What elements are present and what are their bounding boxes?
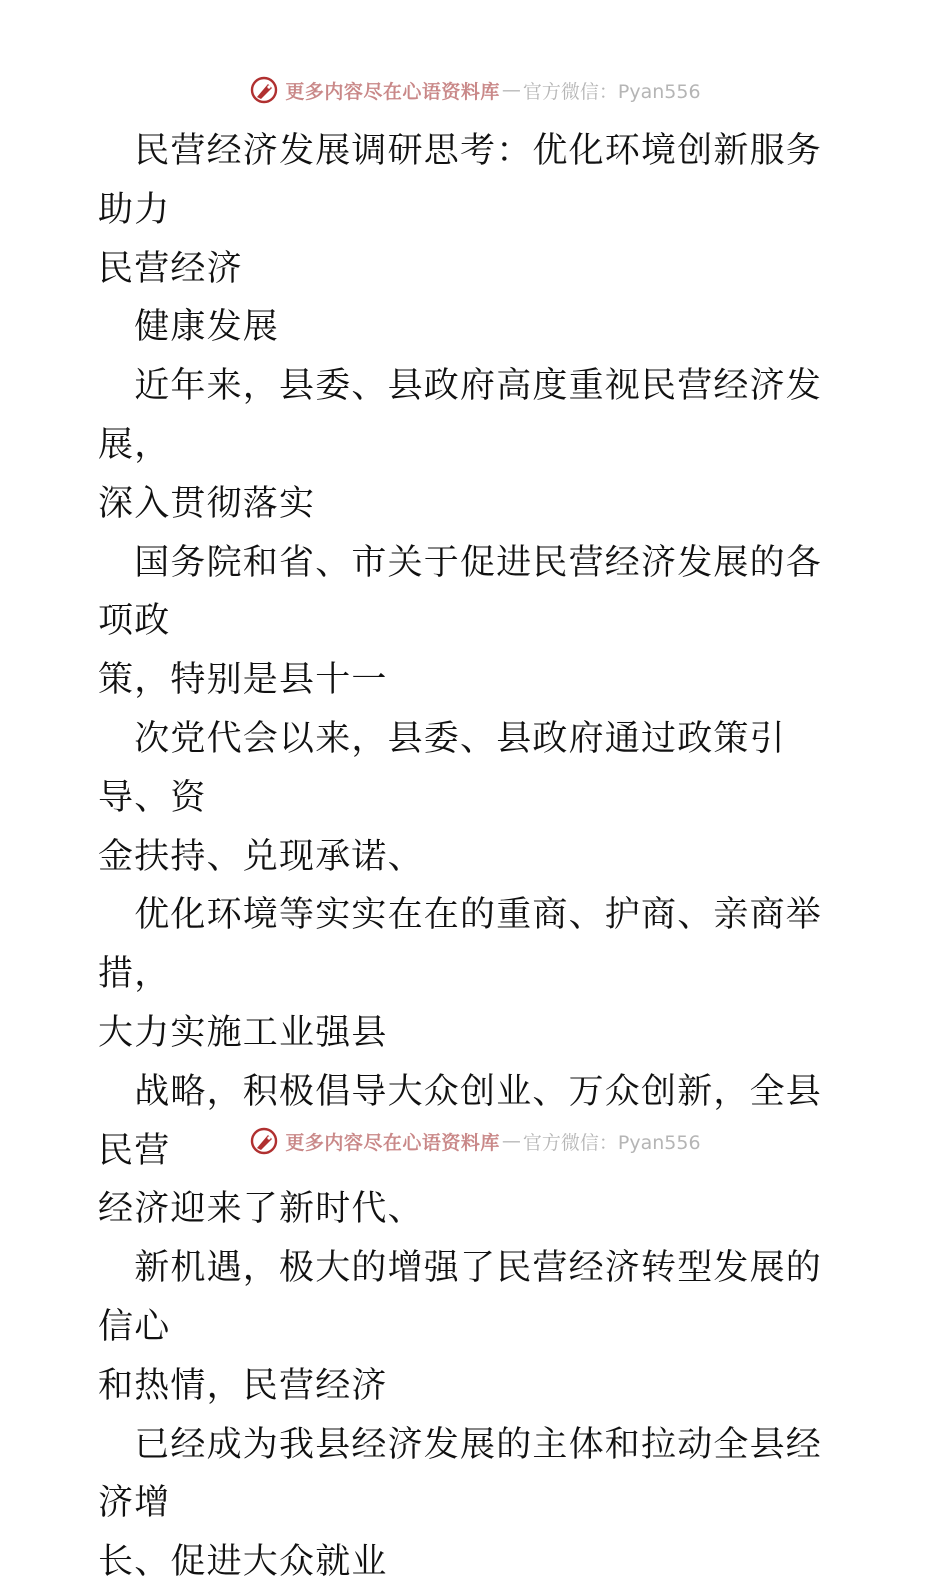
paragraph: 健康发展 xyxy=(98,307,280,348)
header-separator: — xyxy=(501,79,521,101)
paragraph: 近年来，县委、县政府高度重视民营经济发展， 深入贯彻落实 xyxy=(98,366,823,524)
document-body xyxy=(98,122,858,1592)
paragraph: 次党代会以来，县委、县政府通过政策引导、资 金扶持、兑现承诺、 xyxy=(98,718,786,877)
header-banner xyxy=(0,70,950,110)
footer-contact-text: 官方微信：Pyan556 xyxy=(522,1131,701,1154)
pen-nib-circle-icon xyxy=(249,75,279,105)
header-brand-text: 更多内容尽在心语资料库 xyxy=(285,80,500,103)
footer-banner xyxy=(0,1121,950,1161)
paragraph: 国务院和省、市关于促进民营经济发展的各项政 策，特别是县十一 xyxy=(98,542,823,701)
paragraph: 优化环境等实实在在的重商、护商、亲商举措， 大力实施工业强县 xyxy=(98,895,823,1053)
paragraph: 已经成为我县经济发展的主体和拉动全县经济增 长、促进大众就业 xyxy=(98,1424,823,1583)
paragraph-title: 民营经济发展调研思考：优化环境创新服务助力 民营经济 xyxy=(98,131,823,289)
footer-separator: — xyxy=(501,1130,521,1152)
footer-brand-text: 更多内容尽在心语资料库 xyxy=(285,1131,500,1154)
paragraph: 新机遇，极大的增强了民营经济转型发展的信心 和热情，民营经济 xyxy=(98,1248,823,1406)
paragraph: 战略，积极倡导大众创业、万众创新，全县民营 经济迎来了新时代、 xyxy=(98,1071,823,1230)
header-contact-text: 官方微信：Pyan556 xyxy=(522,80,701,103)
pen-nib-circle-icon xyxy=(249,1126,279,1156)
